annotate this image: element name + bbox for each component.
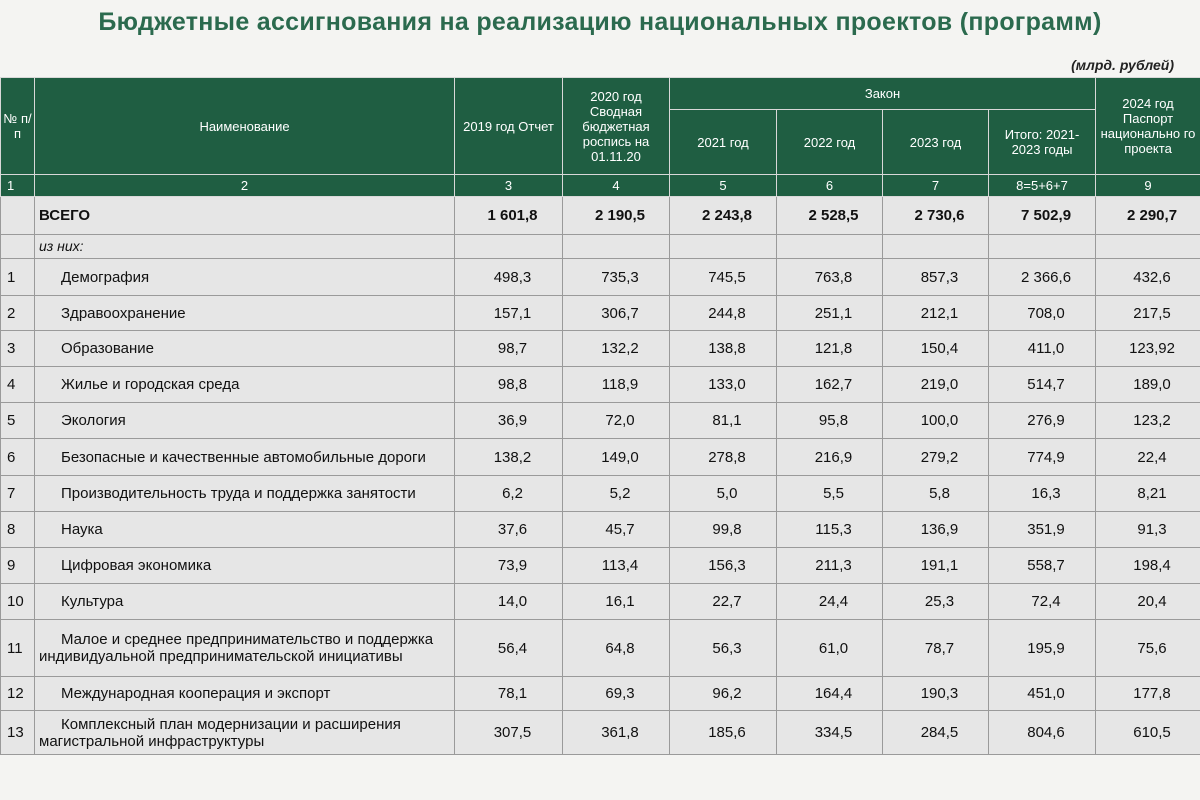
row-value: 212,1: [883, 296, 989, 331]
row-value: 72,4: [989, 584, 1096, 620]
table-row: [1, 476, 1200, 512]
row-value: 156,3: [670, 548, 777, 584]
table-row: [1, 548, 1200, 584]
row-value: 22,7: [670, 584, 777, 620]
row-value: 5,2: [563, 476, 670, 512]
row-value: 6,2: [455, 476, 563, 512]
row-name: Демография: [35, 259, 455, 296]
row-number: 7: [1, 476, 35, 512]
empty-cell: [1096, 235, 1200, 259]
row-value: 115,3: [777, 512, 883, 548]
row-value: 451,0: [989, 677, 1096, 711]
subheader-num-cell: [1, 235, 35, 259]
total-num-cell: [1, 197, 35, 235]
total-value: 2 528,5: [777, 197, 883, 235]
page-title: Бюджетные ассигнования на реализацию национальных проектов (программ): [98, 8, 1102, 36]
row-number: 12: [1, 677, 35, 711]
row-value: 45,7: [563, 512, 670, 548]
row-value: 5,5: [777, 476, 883, 512]
row-name: Комплексный план модернизации и расширения магистральной инфраструктуры: [35, 711, 455, 755]
row-number: 6: [1, 439, 35, 476]
row-value: 118,9: [563, 367, 670, 403]
row-value: 91,3: [1096, 512, 1200, 548]
row-value: 190,3: [883, 677, 989, 711]
row-value: 96,2: [670, 677, 777, 711]
subheader-row: [1, 235, 1200, 259]
row-value: 514,7: [989, 367, 1096, 403]
col-number: 8=5+6+7: [989, 175, 1096, 197]
row-value: 276,9: [989, 403, 1096, 439]
header-law: Закон: [670, 78, 1096, 110]
row-number: 13: [1, 711, 35, 755]
row-number: 2: [1, 296, 35, 331]
row-value: 37,6: [455, 512, 563, 548]
row-value: 306,7: [563, 296, 670, 331]
empty-cell: [563, 235, 670, 259]
row-value: 558,7: [989, 548, 1096, 584]
empty-cell: [883, 235, 989, 259]
row-number: 5: [1, 403, 35, 439]
row-value: 95,8: [777, 403, 883, 439]
row-value: 278,8: [670, 439, 777, 476]
row-value: 75,6: [1096, 620, 1200, 677]
col-number: 4: [563, 175, 670, 197]
row-value: 191,1: [883, 548, 989, 584]
empty-cell: [670, 235, 777, 259]
row-value: 99,8: [670, 512, 777, 548]
table-row: [1, 620, 1200, 677]
row-name: Экология: [35, 403, 455, 439]
col-number: 5: [670, 175, 777, 197]
row-value: 72,0: [563, 403, 670, 439]
row-value: 745,5: [670, 259, 777, 296]
row-value: 98,7: [455, 331, 563, 367]
total-value: 2 190,5: [563, 197, 670, 235]
unit-label: (млрд. рублей): [1071, 57, 1174, 73]
row-value: 411,0: [989, 331, 1096, 367]
row-name: Наука: [35, 512, 455, 548]
col-number: 6: [777, 175, 883, 197]
row-value: 56,3: [670, 620, 777, 677]
row-value: 25,3: [883, 584, 989, 620]
row-number: 1: [1, 259, 35, 296]
row-value: 217,5: [1096, 296, 1200, 331]
row-value: 211,3: [777, 548, 883, 584]
row-value: 98,8: [455, 367, 563, 403]
table-row: [1, 367, 1200, 403]
row-value: 735,3: [563, 259, 670, 296]
row-value: 5,8: [883, 476, 989, 512]
row-value: 334,5: [777, 711, 883, 755]
row-value: 307,5: [455, 711, 563, 755]
header-2023: 2023 год: [883, 110, 989, 175]
col-number: 9: [1096, 175, 1200, 197]
row-value: 284,5: [883, 711, 989, 755]
row-value: 24,4: [777, 584, 883, 620]
row-value: 136,9: [883, 512, 989, 548]
row-value: 498,3: [455, 259, 563, 296]
row-value: 774,9: [989, 439, 1096, 476]
table-row: [1, 584, 1200, 620]
row-number: 9: [1, 548, 35, 584]
total-value: 2 243,8: [670, 197, 777, 235]
row-value: 133,0: [670, 367, 777, 403]
row-value: 804,6: [989, 711, 1096, 755]
table-row: [1, 439, 1200, 476]
row-value: 162,7: [777, 367, 883, 403]
row-value: 56,4: [455, 620, 563, 677]
total-label: ВСЕГО: [35, 197, 455, 235]
row-value: 219,0: [883, 367, 989, 403]
row-value: 164,4: [777, 677, 883, 711]
row-value: 121,8: [777, 331, 883, 367]
row-value: 189,0: [1096, 367, 1200, 403]
row-number: 8: [1, 512, 35, 548]
row-value: 16,3: [989, 476, 1096, 512]
row-value: 69,3: [563, 677, 670, 711]
table-row: [1, 296, 1200, 331]
row-value: 138,2: [455, 439, 563, 476]
row-value: 20,4: [1096, 584, 1200, 620]
header-2024: 2024 год Паспорт национально го проекта: [1096, 78, 1200, 175]
row-name: Жилье и городская среда: [35, 367, 455, 403]
header-2022: 2022 год: [777, 110, 883, 175]
row-value: 138,8: [670, 331, 777, 367]
row-value: 78,7: [883, 620, 989, 677]
row-value: 16,1: [563, 584, 670, 620]
col-number: 3: [455, 175, 563, 197]
total-value: 1 601,8: [455, 197, 563, 235]
row-value: 2 366,6: [989, 259, 1096, 296]
row-number: 4: [1, 367, 35, 403]
header-name: Наименование: [35, 78, 455, 175]
row-value: 708,0: [989, 296, 1096, 331]
row-value: 150,4: [883, 331, 989, 367]
row-value: 185,6: [670, 711, 777, 755]
empty-cell: [455, 235, 563, 259]
row-value: 157,1: [455, 296, 563, 331]
row-value: 22,4: [1096, 439, 1200, 476]
row-value: 763,8: [777, 259, 883, 296]
row-value: 432,6: [1096, 259, 1200, 296]
row-value: 8,21: [1096, 476, 1200, 512]
row-value: 149,0: [563, 439, 670, 476]
column-numbers-row: [1, 175, 1200, 197]
row-name: Культура: [35, 584, 455, 620]
header-total: Итого: 2021-2023 годы: [989, 110, 1096, 175]
budget-table: [0, 77, 1200, 755]
row-value: 216,9: [777, 439, 883, 476]
row-value: 64,8: [563, 620, 670, 677]
empty-cell: [989, 235, 1096, 259]
col-number: 2: [35, 175, 455, 197]
row-value: 195,9: [989, 620, 1096, 677]
row-value: 14,0: [455, 584, 563, 620]
row-value: 361,8: [563, 711, 670, 755]
table-row: [1, 259, 1200, 296]
row-name: Международная кооперация и экспорт: [35, 677, 455, 711]
row-number: 3: [1, 331, 35, 367]
row-name: Малое и среднее предпринимательство и поддержка индивидуальной предпринимательской инициативы: [35, 620, 455, 677]
row-value: 610,5: [1096, 711, 1200, 755]
row-value: 177,8: [1096, 677, 1200, 711]
row-value: 244,8: [670, 296, 777, 331]
table-row: [1, 711, 1200, 755]
row-value: 73,9: [455, 548, 563, 584]
table-row: [1, 677, 1200, 711]
empty-cell: [777, 235, 883, 259]
col-number: 1: [1, 175, 35, 197]
row-name: Производительность труда и поддержка занятости: [35, 476, 455, 512]
row-value: 857,3: [883, 259, 989, 296]
row-value: 198,4: [1096, 548, 1200, 584]
header-2021: 2021 год: [670, 110, 777, 175]
row-value: 279,2: [883, 439, 989, 476]
col-number: 7: [883, 175, 989, 197]
header-num: № п/п: [1, 78, 35, 175]
row-value: 123,92: [1096, 331, 1200, 367]
row-value: 351,9: [989, 512, 1096, 548]
row-number: 11: [1, 620, 35, 677]
row-value: 5,0: [670, 476, 777, 512]
row-value: 100,0: [883, 403, 989, 439]
row-value: 36,9: [455, 403, 563, 439]
total-row: [1, 197, 1200, 235]
row-value: 78,1: [455, 677, 563, 711]
row-value: 132,2: [563, 331, 670, 367]
subheader-label: из них:: [35, 235, 455, 259]
row-value: 251,1: [777, 296, 883, 331]
row-name: Безопасные и качественные автомобильные дороги: [35, 439, 455, 476]
total-value: 7 502,9: [989, 197, 1096, 235]
row-value: 81,1: [670, 403, 777, 439]
row-number: 10: [1, 584, 35, 620]
row-value: 123,2: [1096, 403, 1200, 439]
row-name: Здравоохранение: [35, 296, 455, 331]
row-value: 61,0: [777, 620, 883, 677]
header-2019: 2019 год Отчет: [455, 78, 563, 175]
row-name: Цифровая экономика: [35, 548, 455, 584]
table-row: [1, 331, 1200, 367]
row-name: Образование: [35, 331, 455, 367]
row-value: 113,4: [563, 548, 670, 584]
total-value: 2 290,7: [1096, 197, 1200, 235]
table-row: [1, 403, 1200, 439]
header-2020: 2020 год Сводная бюджетная роспись на 01.11.20: [563, 78, 670, 175]
total-value: 2 730,6: [883, 197, 989, 235]
table-row: [1, 512, 1200, 548]
